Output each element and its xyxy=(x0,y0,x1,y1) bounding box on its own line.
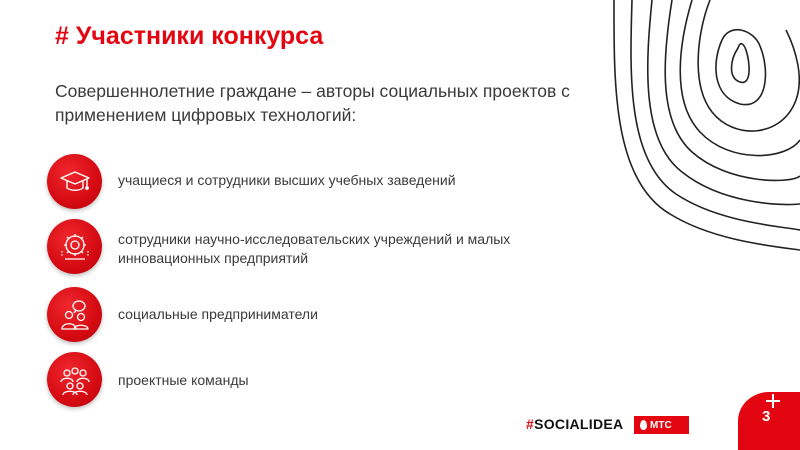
hashtag-symbol: # xyxy=(526,416,535,432)
page-number: 3 xyxy=(762,408,771,425)
slide-subtitle: Совершеннолетние граждане – авторы социальных проектов с применением цифровых технологий: xyxy=(55,81,570,125)
decorative-dot xyxy=(789,409,793,413)
entrepreneurs-icon xyxy=(47,287,102,342)
socialidea-hashtag xyxy=(526,416,623,432)
brand-name: SOCIALIDEA xyxy=(534,416,624,432)
item-label-students: учащиеся и сотрудники высших учебных заведений xyxy=(118,172,456,188)
item-label-researchers: сотрудники научно-исследовательских учреждений и малых инновационных предприятий xyxy=(118,231,511,266)
graduation-cap-icon xyxy=(47,154,102,209)
item-label-entrepreneurs: социальные предприниматели xyxy=(118,306,318,322)
mts-logo xyxy=(634,416,689,434)
slide-title: # Участники конкурса xyxy=(55,22,324,50)
team-icon xyxy=(47,352,102,407)
mts-logo-text: МТС xyxy=(650,419,672,431)
mts-egg-icon xyxy=(640,420,647,430)
contour-lines-decoration xyxy=(600,0,800,260)
researcher-gear-icon xyxy=(47,219,102,274)
item-label-teams: проектные команды xyxy=(118,372,249,388)
